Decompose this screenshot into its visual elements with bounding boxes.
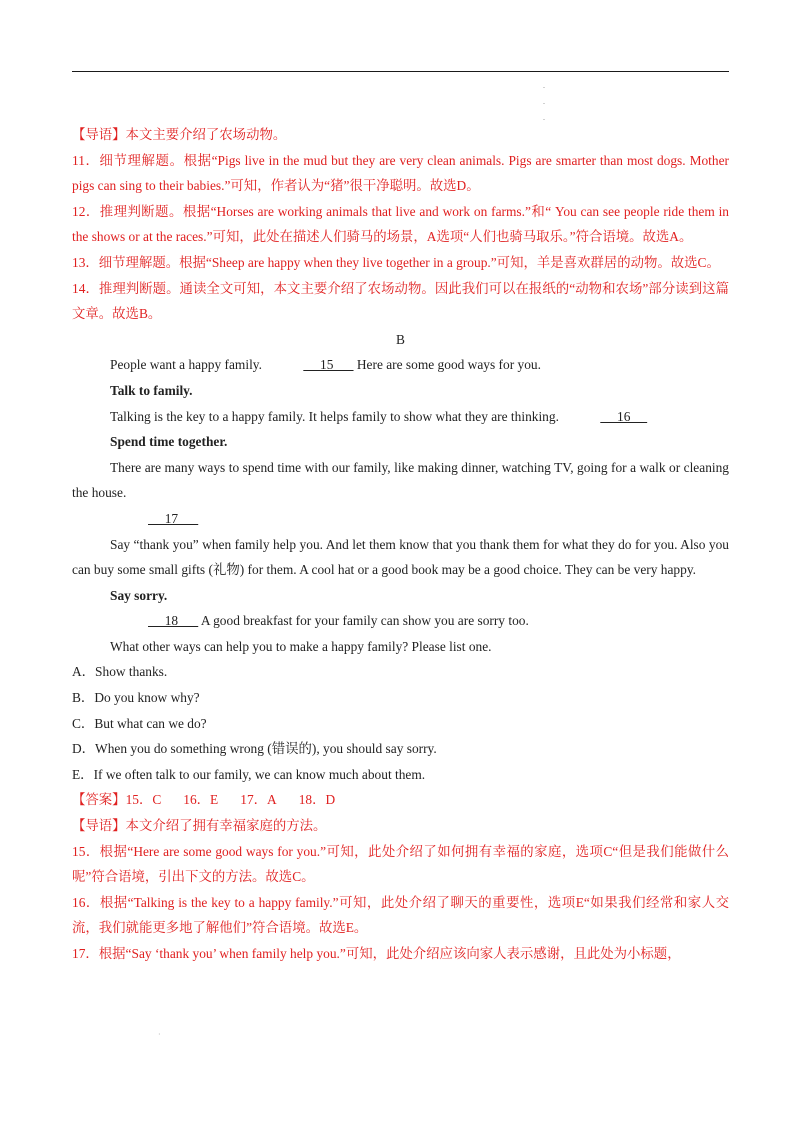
blank-16: 16 bbox=[600, 408, 648, 424]
footer-mark: · bbox=[158, 1030, 161, 1039]
option-c: C．But what can we do? bbox=[72, 715, 207, 731]
option-d: D．When you do something wrong (错误的), you should say sorry. bbox=[72, 741, 437, 757]
explanation-14: 14．推理判断题。通读全文可知，本文主要介绍了农场动物。因此我们可以在报纸的“动物和农场”部分读到这篇文章。故选B。 bbox=[72, 280, 729, 322]
header-rule bbox=[72, 71, 729, 72]
passage-paragraph-3: There are many ways to spend time with our family, like making dinner, watching TV, going for a walk or cleaning the house. bbox=[72, 459, 729, 501]
subheading-sorry: Say sorry. bbox=[110, 587, 168, 603]
answer-item: 18．D bbox=[298, 792, 336, 808]
guide-note-b: 【导语】本文介绍了拥有幸福家庭的方法。 bbox=[72, 818, 327, 834]
document-page bbox=[72, 122, 729, 967]
header-dot: . bbox=[543, 113, 545, 122]
passage-blank-line bbox=[72, 506, 729, 532]
subheading-time: Spend time together. bbox=[110, 434, 228, 450]
blank-18: 18 bbox=[148, 613, 199, 629]
passage-paragraph-2 bbox=[72, 404, 729, 430]
header-dot: . bbox=[543, 97, 545, 106]
passage-paragraph-4: Say “thank you” when family help you. And let them know that you thank them for what they do for you. Also you can buy some small gifts (礼物) for them. A cool hat or a good book may be a good choice. They can be very happy. bbox=[72, 536, 729, 578]
explanation-15: 15．根据“Here are some good ways for you.”可知，此处介绍了如何拥有幸福的家庭，选项C“但是我们能做什么呢”符合语境，引出下文的方法。故选C。 bbox=[72, 843, 729, 885]
blank-15: 15 bbox=[303, 357, 354, 373]
passage-paragraph-5 bbox=[72, 608, 729, 634]
passage-paragraph-6: What other ways can help you to make a happy family? Please list one. bbox=[110, 638, 492, 654]
explanation-17: 17．根据“Say ‘thank you’ when family help you.”可知，此处介绍应该向家人表示感谢，且此处为小标题， bbox=[72, 946, 681, 961]
blank-17: 17 bbox=[148, 510, 199, 526]
passage-paragraph-1 bbox=[72, 352, 729, 378]
explanation-16: 16．根据“Talking is the key to a happy family.”可知，此处介绍了聊天的重要性，选项E“如果我们经常和家人交流，我们就能更多地了解他们”符合语境。故选E。 bbox=[72, 894, 729, 936]
paragraph-text: Here are some good ways for you. bbox=[353, 357, 541, 373]
option-e: E．If we often talk to our family, we can know much about them. bbox=[72, 766, 426, 782]
answer-line bbox=[72, 787, 729, 813]
paragraph-text: Talking is the key to a happy family. It helps family to show what they are thinking. bbox=[110, 408, 563, 424]
option-a: A．Show thanks. bbox=[72, 664, 168, 680]
explanation-11: 11．细节理解题。根据“Pigs live in the mud but they are very clean animals. Pigs are smarter than most dogs. Mother pigs can sing to their babies.”可知，作者认为“猪”很干净聪明。故选D。 bbox=[72, 152, 729, 194]
answer-item: 17．A bbox=[240, 792, 277, 808]
explanation-12: 12．推理判断题。根据“Horses are working animals that live and work on farms.”和“ You can see people ride them in the shows or at the races.”可知，此处在描述人们骑马的场景，A选项“人们也骑马取乐。”符合语境。故选A。 bbox=[72, 203, 729, 245]
guide-note-a: 【导语】本文主要介绍了农场动物。 bbox=[72, 127, 287, 142]
passage-label: B bbox=[396, 331, 405, 347]
subheading-talk: Talk to family. bbox=[110, 382, 193, 398]
explanation-13: 13．细节理解题。根据“Sheep are happy when they live together in a group.”可知，羊是喜欢群居的动物。故选C。 bbox=[72, 254, 720, 270]
answer-label: 【答案】 bbox=[72, 792, 126, 808]
paragraph-text: A good breakfast for your family can show you are sorry too. bbox=[198, 613, 529, 629]
option-b: B．Do you know why? bbox=[72, 690, 200, 706]
answer-item: 16．E bbox=[183, 792, 219, 808]
paragraph-text: People want a happy family. bbox=[110, 357, 266, 373]
answer-item: 15．C bbox=[125, 792, 162, 808]
header-dot: . bbox=[543, 81, 545, 90]
